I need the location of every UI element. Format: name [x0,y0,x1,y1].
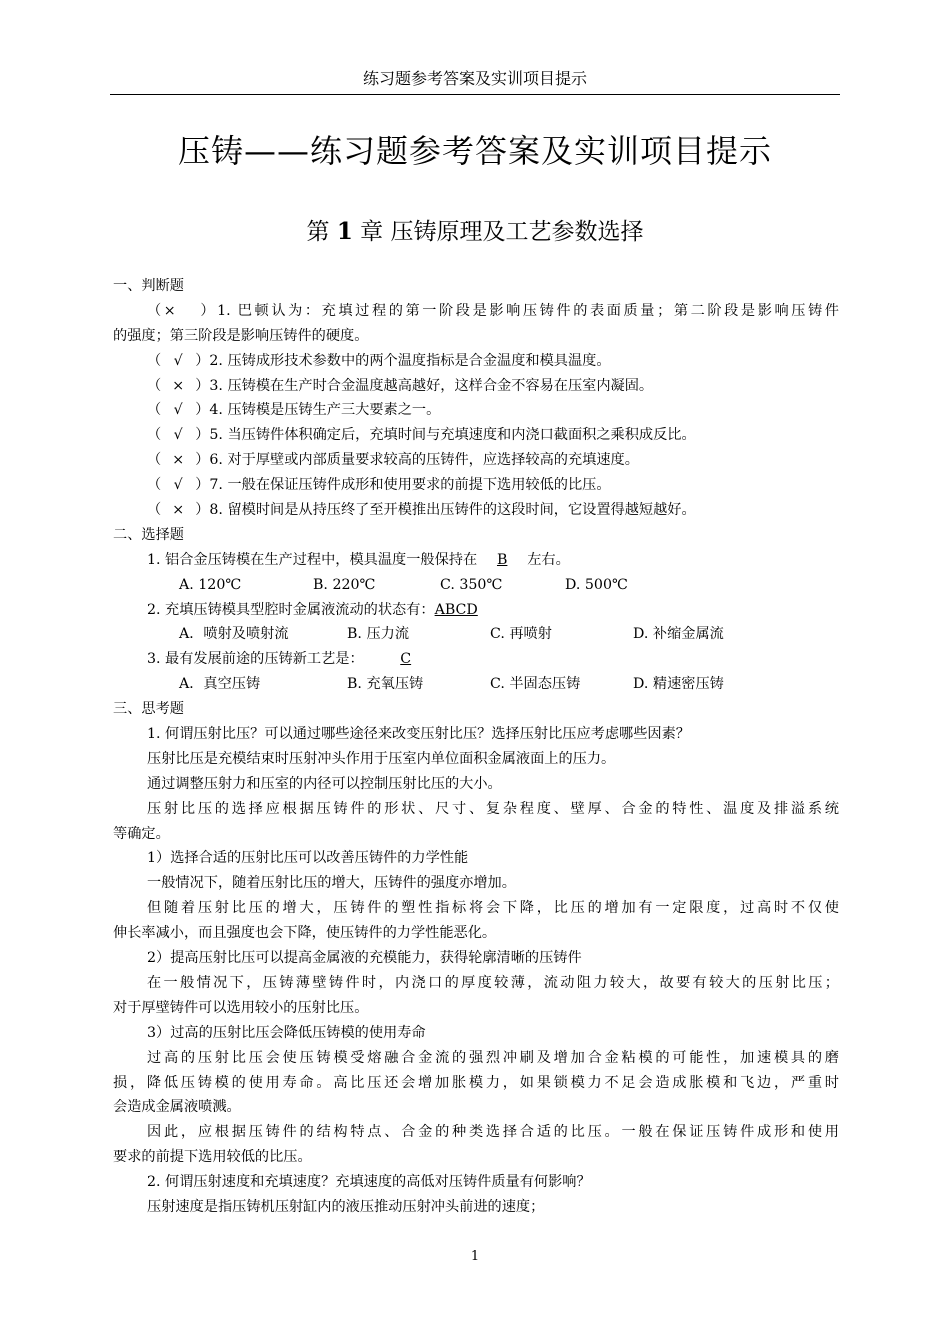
answer-mark: √ [173,352,183,369]
answer-line: 一般情况下，随着压射比压的增大，压铸件的强度亦增加。 [147,875,516,892]
document-title: 压铸——练习题参考答案及实训项目提示 [177,132,772,170]
item-text: 压铸成形技术参数中的两个温度指标是合金温度和模具温度。 [227,352,611,369]
answer-subheading: 1）选择合适的压射比压可以改善压铸件的力学性能 [147,850,469,867]
judgment-item: （ √ ）4. 压铸模是压铸生产三大要素之一。 [113,398,839,423]
section-heading: 二、选择题 [113,526,184,543]
chapter-prefix: 第 [306,219,330,245]
document-body [113,274,839,1220]
item-number: 7. [209,477,223,494]
choice-question [113,647,839,672]
item-text: 压铸模在生产时合金温度越高越好，这样合金不容易在压室内凝固。 [227,377,654,394]
choice-options [113,573,839,598]
judgment-item: （ × ）6. 对于厚壁或内部质量要求较高的压铸件，应选择较高的充填速度。 [113,448,839,473]
chapter-title [110,213,840,246]
answer-mark: √ [173,477,183,494]
answer-line: 等确定。 [113,825,170,842]
item-number: 4. [209,402,223,419]
section-heading: 一、判断题 [113,278,184,294]
item-text: 对于厚壁或内部质量要求较高的压铸件，应选择较高的充填速度。 [227,452,639,469]
answer-line: 但随着压射比压的增大，压铸件的塑性指标将会下降，比压的增加有一定限度，过高时不仅使 [147,900,839,917]
answer-line: 过高的压射比压会使压铸模受熔融合金流的强烈冲刷及增加合金粘模的可能性，加速模具的磨 [147,1049,839,1066]
answer-mark: × [172,377,185,394]
answer-subheading: 2）提高压射比压可以提高金属液的充模能力，获得轮廓清晰的压铸件 [147,950,582,967]
option-b: B. 220℃ [313,576,376,593]
item-text-continued: 的强度；第三阶段是影响压铸件的硬度。 [113,327,369,344]
option-a: A．喷射及喷射流 [179,626,289,643]
question-stem: 3. 最有发展前途的压铸新工艺是： [147,651,364,668]
answer-line: 要求的前提下选用较低的比压。 [113,1149,312,1166]
answer-blank: B [496,551,508,568]
item-number: 6. [209,452,223,469]
choice-question [113,598,839,623]
question-stem: 1. 铝合金压铸模在生产过程中，模具温度一般保持在 [147,551,478,568]
item-text: 留模时间是从持压终了至开模推出压铸件的这段时间，它设置得越短越好。 [227,502,696,519]
answer-line: 压射速度是指压铸机压射缸内的液压推动压射冲头前进的速度； [147,1198,545,1215]
answer-line: 伸长率减小，而且强度也会下降，使压铸件的力学性能恶化。 [113,925,497,942]
judgment-item: （× ）1. 巴顿认为：充填过程的第一阶段是影响压铸件的表面质量；第二阶段是影响压铸件 [113,299,839,324]
chapter-name: 章 压铸原理及工艺参数选择 [360,219,644,245]
option-c: C. 再喷射 [490,626,552,643]
option-c: C. 350℃ [440,576,503,593]
choice-question [113,548,839,573]
answer-mark: √ [173,427,183,444]
answer-mark: × [163,302,176,319]
option-c: C. 半固态压铸 [490,676,581,693]
judgment-item: （ √ ）2. 压铸成形技术参数中的两个温度指标是合金温度和模具温度。 [113,349,839,374]
answer-mark: × [172,452,185,469]
answer-line: 会造成金属液喷溅。 [113,1099,241,1116]
option-a: A．真空压铸 [179,676,261,693]
answer-line: 在一般情况下，压铸薄壁铸件时，内浇口的厚度较薄，流动阻力较大，故要有较大的压射比压； [147,974,839,991]
option-a: A. 120℃ [179,576,242,593]
header-rule [110,94,840,95]
option-b: B. 充氧压铸 [347,676,424,693]
item-text: 当压铸件体积确定后，充填时间与充填速度和内浇口截面积之乘积成反比。 [227,427,696,444]
answer-mark: × [172,502,185,519]
answer-line: 因此，应根据压铸件的结构特点、合金的种类选择合适的比压。一般在保证压铸件成形和使用 [147,1124,839,1141]
option-d: D. 补缩金属流 [633,626,724,643]
question-stem-end: 左右。 [527,551,570,568]
question-line: 1. 何谓压射比压？可以通过哪些途径来改变压射比压？选择压射比压应考虑哪些因素？ [147,726,690,743]
choice-options [113,622,839,647]
item-number: 3. [209,377,223,394]
question-line: 2. 何谓压射速度和充填速度？充填速度的高低对压铸件质量有何影响？ [147,1174,591,1191]
answer-blank: ABCD [434,601,478,618]
option-d: D. 精速密压铸 [633,676,724,693]
choice-options [113,672,839,697]
item-text: 压铸模是压铸生产三大要素之一。 [227,402,441,419]
item-number: 8. [209,502,223,519]
item-number: 2. [209,352,223,369]
option-d: D. 500℃ [565,576,628,593]
answer-blank: C [400,651,412,668]
item-number: 1. [217,302,231,319]
answer-line: 对于厚壁铸件可以选用较小的压射比压。 [113,999,369,1016]
answer-subheading: 3）过高的压射比压会降低压铸模的使用寿命 [147,1024,426,1041]
judgment-item: （ × ）3. 压铸模在生产时合金温度越高越好，这样合金不容易在压室内凝固。 [113,374,839,399]
judgment-item: （ √ ）7. 一般在保证压铸件成形和使用要求的前提下选用较低的比压。 [113,473,839,498]
judgment-item: （ × ）8. 留模时间是从持压终了至开模推出压铸件的这段时间，它设置得越短越好。 [113,498,839,523]
item-number: 5. [209,427,223,444]
section-heading: 三、思考题 [113,701,184,718]
answer-line: 通过调整压射力和压室的内径可以控制压射比压的大小。 [147,775,502,792]
item-text: 一般在保证压铸件成形和使用要求的前提下选用较低的比压。 [227,477,611,494]
judgment-item: （ √ ）5. 当压铸件体积确定后，充填时间与充填速度和内浇口截面积之乘积成反比。 [113,423,839,448]
answer-mark: √ [173,402,183,419]
answer-line: 损，降低压铸模的使用寿命。高比压还会增加胀模力，如果锁模力不足会造成胀模和飞边，严重时 [113,1074,839,1091]
item-text: 巴顿认为：充填过程的第一阶段是影响压铸件的表面质量；第二阶段是影响压铸件 [237,302,839,319]
answer-line: 压射比压是充模结束时压射冲头作用于压室内单位面积金属液面上的压力。 [147,750,616,767]
page-number: 1 [470,1249,480,1264]
running-header: 练习题参考答案及实训项目提示 [362,69,587,88]
chapter-number: 1 [336,218,353,245]
question-stem: 2. 充填压铸模具型腔时金属液流动的状态有： [147,601,435,618]
option-b: B. 压力流 [347,626,410,643]
answer-line: 压射比压的选择应根据压铸件的形状、尺寸、复杂程度、壁厚、合金的特性、温度及排溢系统 [147,800,839,817]
